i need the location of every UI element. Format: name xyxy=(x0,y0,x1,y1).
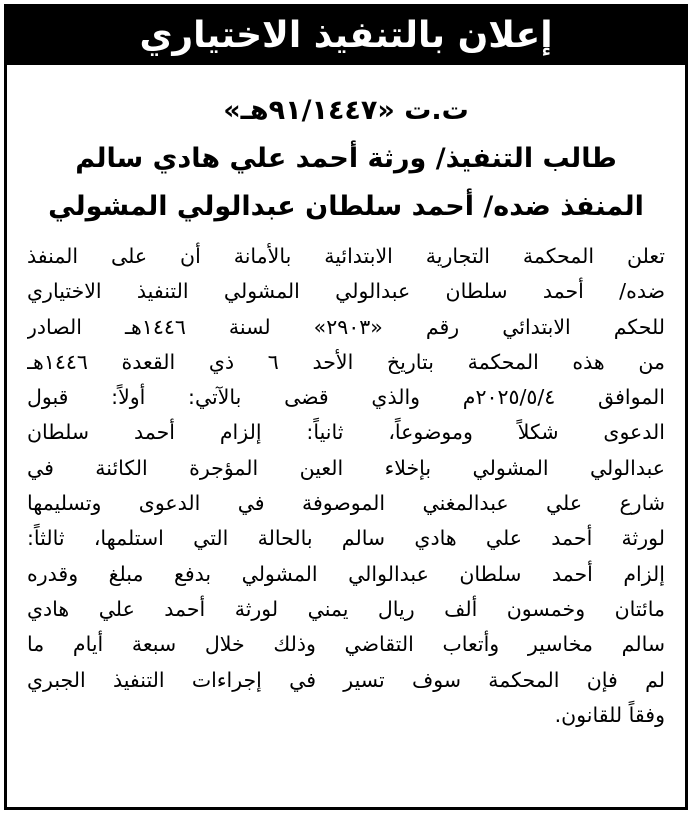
body-line: شارع علي عبدالمغني الموصوفة في الدعوى وتسليمها xyxy=(27,491,665,516)
body-line: لم فإن المحكمة سوف تسير في إجراءات التنفيذ الجبري xyxy=(27,667,665,692)
body-line: عبدالولي المشولي بإخلاء العين المؤجرة الكائنة في xyxy=(27,455,665,480)
body-line: لورثة أحمد علي هادي سالم بالحالة التي استلمها، ثالثاً: xyxy=(27,526,665,551)
case-number: ت.ت «٩١/١٤٤٧هـ» xyxy=(223,95,469,126)
body-line-last: وفقاً للقانون. xyxy=(554,702,665,727)
body-line: تعلن المحكمة التجارية الابتدائية بالأمانة أن على المنفذ xyxy=(27,244,665,268)
notice-body xyxy=(7,231,685,733)
applicant-line: طالب التنفيذ/ ورثة أحمد علي هادي سالم xyxy=(75,143,617,174)
notice-headings xyxy=(7,65,685,231)
notice-box xyxy=(4,4,688,810)
body-line: إلزام أحمد سلطان عبدالوالي المشولي بدفع مبلغ وقدره xyxy=(27,561,665,586)
body-line: للحكم الابتدائي رقم «٢٩٠٣» لسنة ١٤٤٦هـ الصادر xyxy=(27,314,665,339)
body-line: ضده/ أحمد سلطان عبدالولي المشولي التنفيذ الاختياري xyxy=(27,279,665,304)
body-line: الدعوى شكلاً وموضوعاً، ثانياً: إلزام أحمد سلطان xyxy=(27,420,665,445)
body-line: مائتان وخمسون ألف ريال يمني لورثة أحمد علي هادي xyxy=(27,596,665,621)
body-line: من هذه المحكمة بتاريخ الأحد ٦ ذي القعدة ١٤٤٦هـ xyxy=(27,349,665,374)
notice-title: إعلان بالتنفيذ الاختياري xyxy=(139,15,553,56)
notice-header-bar xyxy=(7,7,685,65)
body-line: الموافق ٢٠٢٥/٥/٤م والذي قضى بالآتي: أولاً: قبول xyxy=(27,385,665,410)
body-line: سالم مخاسير وأتعاب التقاضي وذلك خلال سبعة أيام ما xyxy=(27,632,665,657)
respondent-line: المنفذ ضده/ أحمد سلطان عبدالولي المشولي xyxy=(48,191,644,222)
